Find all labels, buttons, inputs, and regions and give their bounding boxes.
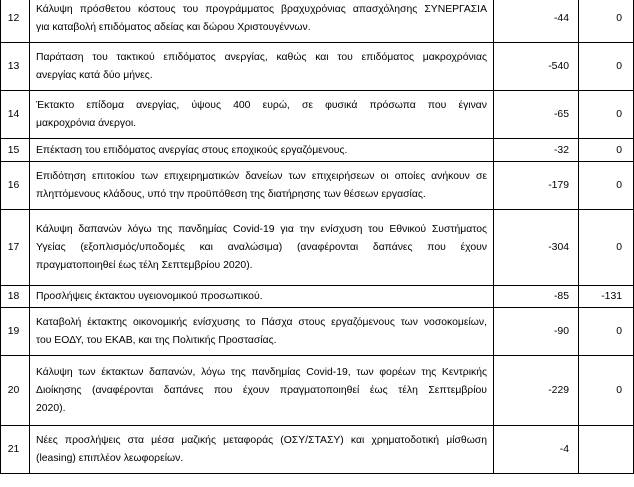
row-value-1: -32 bbox=[494, 139, 579, 162]
table-row bbox=[1, 91, 634, 139]
table-row bbox=[1, 139, 634, 162]
row-description bbox=[30, 210, 494, 286]
description-line: Επέκταση του επιδόματος ανεργίας στους εποχικούς εργαζόμενους. bbox=[36, 144, 348, 156]
table-row bbox=[1, 0, 634, 43]
row-value-1: -229 bbox=[494, 356, 579, 426]
row-value-2: -131 bbox=[579, 286, 634, 308]
row-description bbox=[30, 0, 494, 43]
description-line: πραγματοποιηθεί έως τέλη Σεπτεμβρίου 2020). bbox=[36, 260, 253, 271]
description-line: για καταβολή επιδόματος αδείας και δώρου Χριστουγέννων. bbox=[36, 22, 311, 33]
row-value-1: -44 bbox=[494, 0, 579, 43]
description-line: Έκτακτο επίδομα ανεργίας, ύψους 400 ευρώ, σε φυσικά πρόσωπα που έγιναν bbox=[36, 100, 487, 111]
description-line: μακροχρόνια άνεργοι. bbox=[36, 118, 137, 129]
row-value-2 bbox=[579, 426, 634, 474]
row-number: 18 bbox=[1, 286, 30, 308]
description-line: Νέες προσλήψεις στα μέσα μαζικής μεταφοράς (ΟΣΥ/ΣΤΑΣΥ) και χρηματοδοτική μίσθωση bbox=[36, 435, 487, 446]
row-value-2: 0 bbox=[579, 356, 634, 426]
row-value-1: -90 bbox=[494, 308, 579, 356]
row-number: 15 bbox=[1, 139, 30, 162]
row-value-1: -85 bbox=[494, 286, 579, 308]
description-line: Διοίκησης (αναφέρονται δαπάνες που έχουν πραγματοποιηθεί έως τέλη Σεπτεμβρίου bbox=[36, 385, 487, 396]
row-number: 19 bbox=[1, 308, 30, 356]
description-line: Επιδότηση επιτοκίου των επιχειρηματικών δανείων των επιχειρήσεων οι οποίες ανήκουν σε bbox=[36, 171, 487, 182]
row-value-1: -4 bbox=[494, 426, 579, 474]
row-description bbox=[30, 91, 494, 139]
row-description bbox=[30, 43, 494, 91]
description-line: του ΕΟΔΥ, του ΕΚΑΒ, και της Πολιτικής Προστασίας. bbox=[36, 335, 277, 346]
description-line: πληττόμενους κλάδους, υπό την προϋπόθεση της διατήρησης των θέσεων εργασίας. bbox=[36, 189, 426, 200]
row-description bbox=[30, 356, 494, 426]
row-number: 17 bbox=[1, 210, 30, 286]
row-description bbox=[30, 139, 494, 162]
row-description bbox=[30, 286, 494, 308]
row-description bbox=[30, 162, 494, 210]
table-row bbox=[1, 286, 634, 308]
description-line: 2020). bbox=[36, 403, 66, 414]
row-value-2: 0 bbox=[579, 91, 634, 139]
row-number: 21 bbox=[1, 426, 30, 474]
row-value-2: 0 bbox=[579, 162, 634, 210]
row-description bbox=[30, 308, 494, 356]
description-line: Προσλήψεις έκτακτου υγειονομικού προσωπικού. bbox=[36, 291, 263, 302]
table-row bbox=[1, 356, 634, 426]
row-number: 16 bbox=[1, 162, 30, 210]
row-value-2: 0 bbox=[579, 139, 634, 162]
table-row bbox=[1, 162, 634, 210]
description-line: ανεργίας κατά δύο μήνες. bbox=[36, 70, 153, 81]
description-line: Παράταση του τακτικού επιδόματος ανεργίας, καθώς και του επιδόματος μακροχρόνιας bbox=[36, 52, 487, 63]
row-number: 13 bbox=[1, 43, 30, 91]
row-value-1: -65 bbox=[494, 91, 579, 139]
table-row bbox=[1, 308, 634, 356]
row-value-2: 0 bbox=[579, 0, 634, 43]
row-value-2: 0 bbox=[579, 43, 634, 91]
description-line: Κάλυψη των έκτακτων δαπανών, λόγω της πανδημίας Covid-19, των φορέων της Κεντρικής bbox=[36, 367, 487, 378]
row-number: 14 bbox=[1, 91, 30, 139]
table-row bbox=[1, 426, 634, 474]
row-description bbox=[30, 426, 494, 474]
row-value-2: 0 bbox=[579, 308, 634, 356]
description-line: Καταβολή έκτακτης οικονομικής ενίσχυσης το Πάσχα στους εργαζόμενους των νοσοκομείων, bbox=[36, 317, 487, 328]
description-line: Κάλυψη πρόσθετου κόστους του προγράμματος βραχυχρόνιας απασχόλησης ΣΥΝΕΡΓΑΣΙΑ bbox=[36, 4, 487, 15]
table-row bbox=[1, 210, 634, 286]
description-line: (leasing) επιπλέον λεωφορείων. bbox=[36, 453, 184, 464]
row-value-1: -304 bbox=[494, 210, 579, 286]
description-line: Κάλυψη δαπανών λόγω της πανδημίας Covid-19 για την ενίσχυση του Εθνικού Συστήματος bbox=[36, 224, 487, 235]
row-number: 20 bbox=[1, 356, 30, 426]
row-value-2: 0 bbox=[579, 210, 634, 286]
description-line: Υγείας (εξοπλισμός/υποδομές και αναλώσιμα) (αναφέρονται δαπάνες που έχουν bbox=[36, 242, 487, 253]
row-value-1: -179 bbox=[494, 162, 579, 210]
row-value-1: -540 bbox=[494, 43, 579, 91]
row-number: 12 bbox=[1, 0, 30, 43]
table-row bbox=[1, 43, 634, 91]
measures-table-body bbox=[1, 0, 634, 474]
